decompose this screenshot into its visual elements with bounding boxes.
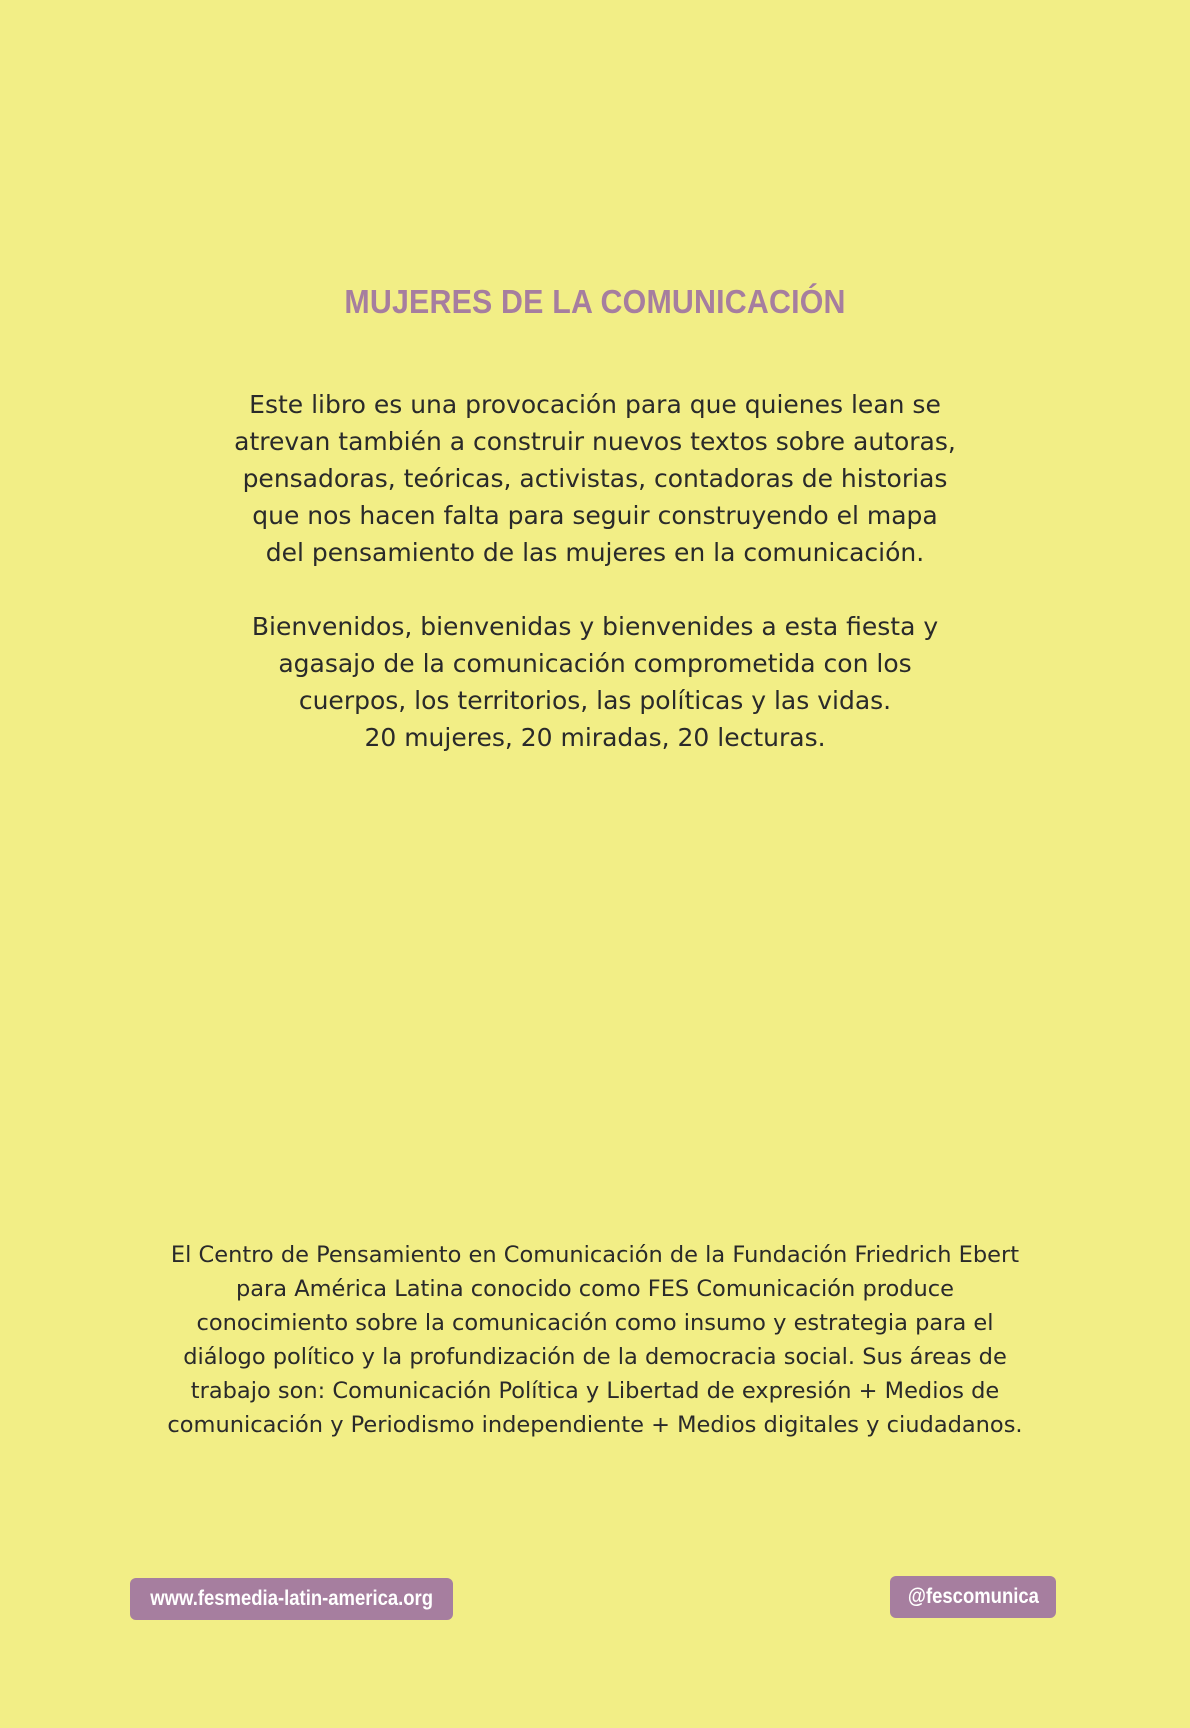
intro-line: que nos hacen falta para seguir construyendo el mapa — [252, 501, 938, 530]
intro-paragraph-1 — [195, 386, 995, 571]
about-line: diálogo político y la profundización de la democracia social. Sus áreas de — [183, 1344, 1007, 1370]
about-line: para América Latina conocido como FES Comunicación produce — [235, 1276, 955, 1302]
social-handle-label: @fescomunica — [907, 1585, 1039, 1608]
about-line: comunicación y Periodismo independiente + Medios digitales y ciudadanos. — [167, 1412, 1023, 1438]
website-link-label: www.fesmedia-latin-america.org — [150, 1587, 433, 1610]
intro-line: Este libro es una provocación para que quienes lean se — [249, 390, 941, 419]
intro-line: agasajo de la comunicación comprometida con los — [278, 649, 912, 678]
website-link[interactable] — [130, 1578, 453, 1620]
intro-line: Bienvenidos, bienvenidas y bienvenides a esta fiesta y — [251, 612, 939, 641]
page-title: MUJERES DE LA COMUNICACIÓN — [344, 283, 846, 320]
intro-line: del pensamiento de las mujeres en la comunicación. — [265, 538, 925, 567]
intro-line: cuerpos, los territorios, las políticas y las vidas. — [298, 686, 892, 715]
intro-text — [195, 386, 995, 756]
intro-line: 20 mujeres, 20 miradas, 20 lecturas. — [364, 723, 826, 752]
intro-line: pensadoras, teóricas, activistas, contadoras de historias — [242, 464, 948, 493]
about-text — [120, 1238, 1070, 1442]
about-line: trabajo son: Comunicación Política y Libertad de expresión + Medios de — [190, 1378, 1000, 1404]
intro-paragraph-2 — [195, 608, 995, 756]
about-line: conocimiento sobre la comunicación como insumo y estrategia para el — [196, 1310, 994, 1336]
intro-line: atrevan también a construir nuevos textos sobre autoras, — [234, 427, 956, 456]
social-handle-link[interactable] — [890, 1576, 1056, 1618]
about-line: El Centro de Pensamiento en Comunicación de la Fundación Friedrich Ebert — [170, 1242, 1020, 1268]
